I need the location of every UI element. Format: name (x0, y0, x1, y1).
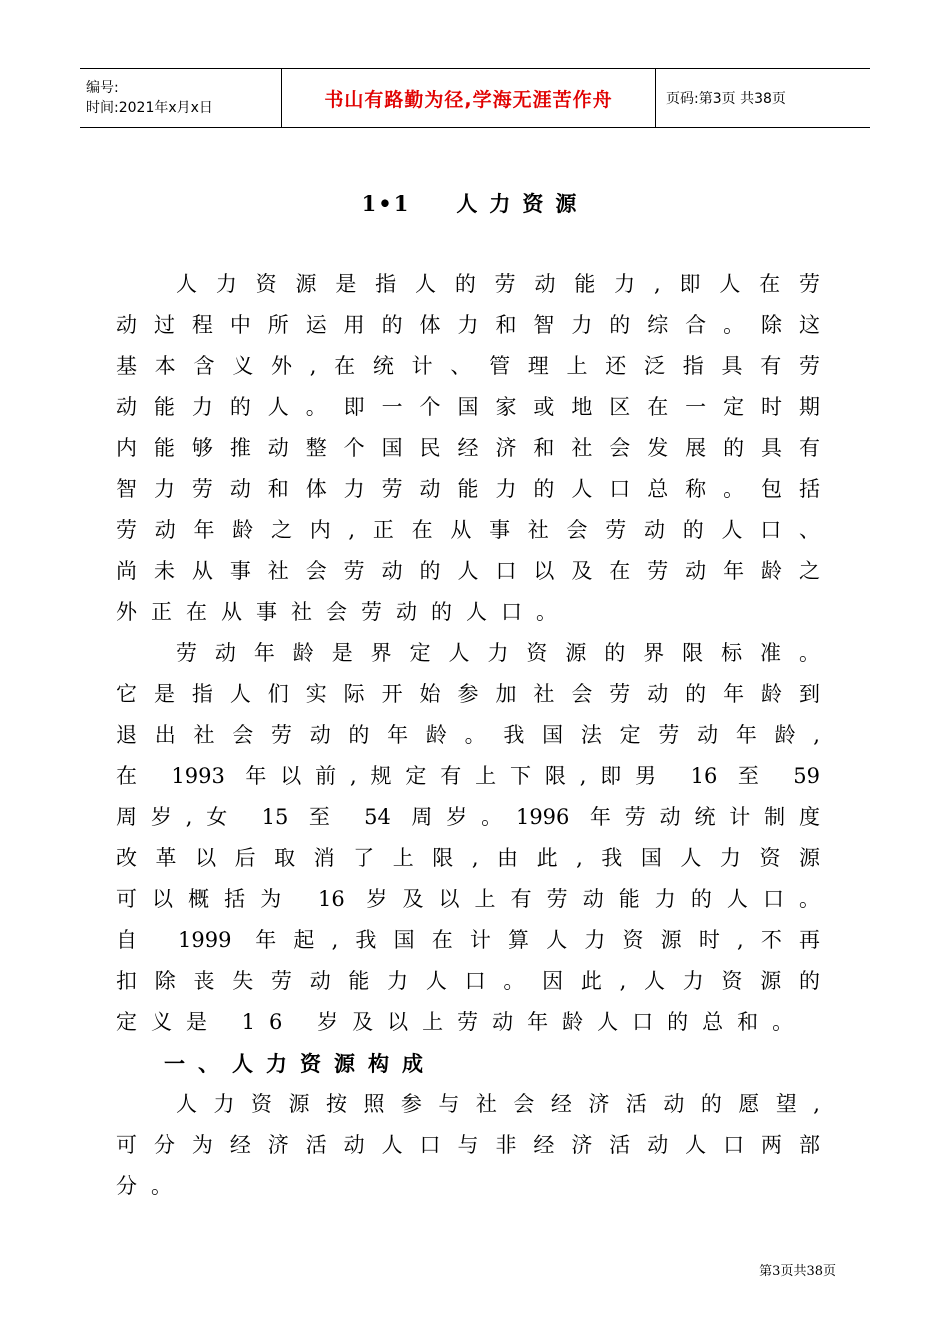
time-label: 时间:2021年x月x日 (86, 100, 213, 116)
header-meta (80, 69, 282, 127)
paragraph-line: 分。 (116, 1174, 186, 1198)
section-title (0, 188, 950, 218)
section-number: 1•1 (361, 191, 411, 216)
header-page-info: 页码:第3页 共38页 (666, 91, 786, 107)
header-motto-cell (282, 69, 656, 127)
page-footer: 第3页共38页 (759, 1264, 836, 1279)
paragraph-line: 动过程中所运用的体力和智力的综合。除这 (116, 313, 820, 337)
page-header (80, 68, 870, 128)
paragraph-line: 可分为经济活动人口与非经济活动人口两部 (116, 1133, 820, 1157)
paragraph-line: 自 1999 年起,我国在计算人力资源时,不再 (116, 928, 820, 952)
section-name: 人力资源 (456, 191, 589, 216)
paragraph-line: 劳动年龄是界定人力资源的界限标准。 (176, 641, 820, 665)
paragraph-line: 劳动年龄之内,正在从事社会劳动的人口、 (116, 518, 820, 542)
paragraph-line: 周岁,女 15 至 54 周岁。1996 年劳动统计制度 (116, 805, 820, 829)
paragraph-line: 人力资源按照参与社会经济活动的愿望, (176, 1092, 820, 1116)
serial-label: 编号: (86, 80, 119, 96)
document-body (116, 264, 820, 1207)
paragraph-line: 可以概括为 16 岁及以上有劳动能力的人口。 (116, 887, 820, 911)
paragraph-line: 外正在从事社会劳动的人口。 (116, 600, 571, 624)
paragraph-line: 尚未从事社会劳动的人口以及在劳动年龄之 (116, 559, 820, 583)
paragraph-line: 在 1993 年以前,规定有上下限,即男 16 至 59 (116, 764, 820, 788)
paragraph-line: 改革以后取消了上限,由此,我国人力资源 (116, 846, 820, 870)
paragraph-line: 内能够推动整个国民经济和社会发展的具有 (116, 436, 820, 460)
subsection-heading: 一、人力资源构成 (164, 1051, 436, 1076)
header-motto: 书山有路勤为径,学海无涯苦作舟 (324, 88, 613, 111)
paragraph-line: 基本含义外,在统计、管理上还泛指具有劳 (116, 354, 820, 378)
paragraph-line: 退出社会劳动的年龄。我国法定劳动年龄, (116, 723, 820, 747)
paragraph-line: 它是指人们实际开始参加社会劳动的年龄到 (116, 682, 820, 706)
paragraph-line: 扣除丧失劳动能力人口。因此,人力资源的 (116, 969, 820, 993)
paragraph-line: 动能力的人。即一个国家或地区在一定时期 (116, 395, 820, 419)
paragraph-line: 定义是 16 岁及以上劳动年龄人口的总和。 (116, 1010, 808, 1034)
paragraph-line: 智力劳动和体力劳动能力的人口总称。包括 (116, 477, 820, 501)
paragraph-line: 人力资源是指人的劳动能力,即人在劳 (176, 272, 820, 296)
header-page-cell (656, 69, 870, 127)
